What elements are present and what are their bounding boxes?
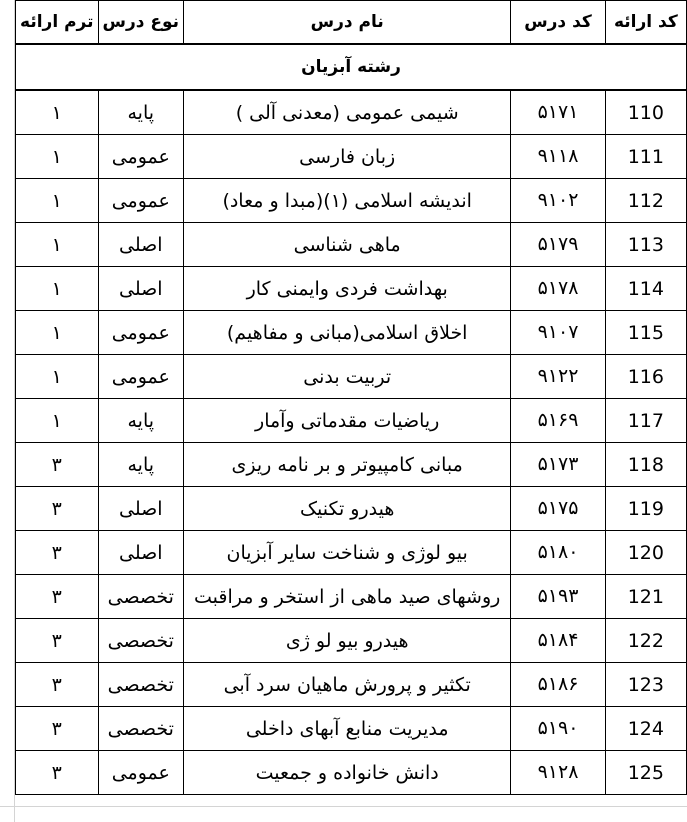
cell-offer-code[interactable]: 113 (605, 223, 686, 267)
table-row (16, 487, 687, 531)
cell-term[interactable]: ۱ (16, 179, 99, 223)
header-course-name[interactable]: نام درس (184, 1, 511, 45)
header-offer-code[interactable]: کد ارائه (605, 1, 686, 45)
cell-course-type[interactable]: اصلی (98, 487, 184, 531)
cell-course-code[interactable]: ۹۱۰۲ (511, 179, 605, 223)
cell-offer-code[interactable]: 122 (605, 619, 686, 663)
cell-offer-code[interactable]: 120 (605, 531, 686, 575)
cell-offer-code[interactable]: 123 (605, 663, 686, 707)
cell-course-code[interactable]: ۵۱۷۵ (511, 487, 605, 531)
cell-course-code[interactable]: ۵۱۸۴ (511, 619, 605, 663)
cell-term[interactable]: ۱ (16, 311, 99, 355)
cell-offer-code[interactable]: 121 (605, 575, 686, 619)
table-row (16, 399, 687, 443)
cell-course-code[interactable]: ۹۱۲۸ (511, 751, 605, 795)
cell-course-name[interactable]: هیدرو بیو لو ژی (184, 619, 511, 663)
cell-term[interactable]: ۱ (16, 90, 99, 135)
table-row (16, 531, 687, 575)
cell-course-code[interactable]: ۹۱۱۸ (511, 135, 605, 179)
cell-course-type[interactable]: عمومی (98, 355, 184, 399)
cell-course-type[interactable]: اصلی (98, 531, 184, 575)
cell-course-type[interactable]: عمومی (98, 751, 184, 795)
cell-course-type[interactable]: عمومی (98, 311, 184, 355)
cell-course-code[interactable]: ۵۱۷۸ (511, 267, 605, 311)
cell-course-type[interactable]: پایه (98, 90, 184, 135)
course-table (15, 0, 687, 795)
table-row (16, 619, 687, 663)
cell-course-name[interactable]: تربیت بدنی (184, 355, 511, 399)
cell-term[interactable]: ۳ (16, 663, 99, 707)
cell-offer-code[interactable]: 110 (605, 90, 686, 135)
table-row (16, 90, 687, 135)
cell-term[interactable]: ۳ (16, 751, 99, 795)
section-title[interactable]: رشته آبزیان (16, 44, 687, 90)
cell-course-name[interactable]: مدیریت منابع آبهای داخلی (184, 707, 511, 751)
cell-course-code[interactable]: ۵۱۹۰ (511, 707, 605, 751)
cell-course-name[interactable]: شیمی عمومی (معدنی آلی ) (184, 90, 511, 135)
cell-term[interactable]: ۳ (16, 575, 99, 619)
cell-course-type[interactable]: تخصصی (98, 663, 184, 707)
sheet-gridline-bottom (0, 806, 687, 822)
cell-offer-code[interactable]: 124 (605, 707, 686, 751)
cell-term[interactable]: ۳ (16, 487, 99, 531)
cell-course-code[interactable]: ۹۱۰۷ (511, 311, 605, 355)
cell-course-type[interactable]: تخصصی (98, 707, 184, 751)
cell-term[interactable]: ۱ (16, 267, 99, 311)
cell-term[interactable]: ۳ (16, 531, 99, 575)
table-row (16, 267, 687, 311)
cell-offer-code[interactable]: 117 (605, 399, 686, 443)
cell-course-name[interactable]: بهداشت فردی وایمنی کار (184, 267, 511, 311)
cell-course-code[interactable]: ۵۱۷۱ (511, 90, 605, 135)
cell-course-type[interactable]: عمومی (98, 179, 184, 223)
header-course-type[interactable]: نوع درس (98, 1, 184, 45)
table-row (16, 575, 687, 619)
cell-course-type[interactable]: عمومی (98, 135, 184, 179)
table-row (16, 311, 687, 355)
cell-course-name[interactable]: بیو لوژی و شناخت سایر آبزیان (184, 531, 511, 575)
table-row (16, 707, 687, 751)
table-row (16, 663, 687, 707)
cell-term[interactable]: ۳ (16, 707, 99, 751)
cell-course-name[interactable]: تکثیر و پرورش ماهیان سرد آبی (184, 663, 511, 707)
cell-course-code[interactable]: ۵۱۹۳ (511, 575, 605, 619)
cell-course-type[interactable]: اصلی (98, 267, 184, 311)
header-term[interactable]: ترم ارائه (16, 1, 99, 45)
cell-course-name[interactable]: مبانی کامپیوتر و بر نامه ریزی (184, 443, 511, 487)
sheet-gridline-left (0, 0, 15, 822)
cell-course-name[interactable]: ماهی شناسی (184, 223, 511, 267)
table-row (16, 443, 687, 487)
cell-term[interactable]: ۳ (16, 619, 99, 663)
cell-offer-code[interactable]: 119 (605, 487, 686, 531)
table-row (16, 751, 687, 795)
cell-course-code[interactable]: ۵۱۷۹ (511, 223, 605, 267)
cell-course-code[interactable]: ۵۱۸۶ (511, 663, 605, 707)
cell-course-code[interactable]: ۵۱۸۰ (511, 531, 605, 575)
cell-term[interactable]: ۱ (16, 135, 99, 179)
cell-offer-code[interactable]: 125 (605, 751, 686, 795)
table-row (16, 179, 687, 223)
table-row (16, 135, 687, 179)
cell-offer-code[interactable]: 111 (605, 135, 686, 179)
cell-course-code[interactable]: ۵۱۷۳ (511, 443, 605, 487)
header-course-code[interactable]: کد درس (511, 1, 605, 45)
cell-offer-code[interactable]: 116 (605, 355, 686, 399)
cell-course-type[interactable]: پایه (98, 399, 184, 443)
cell-course-code[interactable]: ۵۱۶۹ (511, 399, 605, 443)
cell-course-name[interactable]: اخلاق اسلامی(مبانی و مفاهیم) (184, 311, 511, 355)
cell-offer-code[interactable]: 118 (605, 443, 686, 487)
cell-course-name[interactable]: دانش خانواده و جمعیت (184, 751, 511, 795)
cell-course-code[interactable]: ۹۱۲۲ (511, 355, 605, 399)
cell-course-type[interactable]: تخصصی (98, 619, 184, 663)
cell-course-name[interactable]: هیدرو تکنیک (184, 487, 511, 531)
cell-term[interactable]: ۱ (16, 223, 99, 267)
cell-course-name[interactable]: ریاضیات مقدماتی وآمار (184, 399, 511, 443)
table-row (16, 223, 687, 267)
cell-term[interactable]: ۱ (16, 399, 99, 443)
table-row (16, 355, 687, 399)
cell-offer-code[interactable]: 114 (605, 267, 686, 311)
cell-course-name[interactable]: اندیشه اسلامی (۱)(مبدا و معاد) (184, 179, 511, 223)
cell-term[interactable]: ۱ (16, 355, 99, 399)
cell-course-name[interactable]: روشهای صید ماهی از استخر و مراقبت (184, 575, 511, 619)
cell-course-type[interactable]: پایه (98, 443, 184, 487)
cell-offer-code[interactable]: 115 (605, 311, 686, 355)
cell-course-name[interactable]: زبان فارسی (184, 135, 511, 179)
section-row (16, 44, 687, 90)
cell-course-type[interactable]: تخصصی (98, 575, 184, 619)
cell-offer-code[interactable]: 112 (605, 179, 686, 223)
cell-course-type[interactable]: اصلی (98, 223, 184, 267)
cell-term[interactable]: ۳ (16, 443, 99, 487)
table-header-row (16, 1, 687, 45)
